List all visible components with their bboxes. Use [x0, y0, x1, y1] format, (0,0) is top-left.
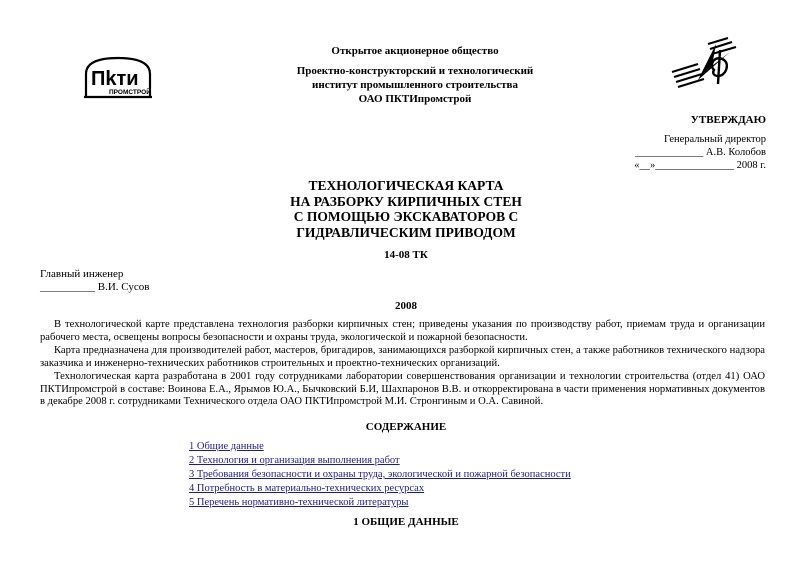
org-name-line2: институт промышленного строительства	[312, 79, 518, 91]
toc-list	[189, 440, 571, 510]
paragraph: Технологическая карта разработана в 2001 году сотрудниками лаборатории совершенствования организации и технологии строительства (отдел 41) ОАО ПКТИпромстрой в составе: Воинова Е.А., Ярымов Ю.А., Бычковский Б.И, Шахпаронов В.В. и откорректирована в части применения нормативных документов в декабре 2008 г. сотрудниками Технического отдела ОАО ПКТИпромстрой М.И. Стронгиным и О.А. Савиной.	[40, 370, 765, 408]
approval-block	[634, 133, 766, 172]
approval-signature: _____________ А.В. Колобов	[635, 147, 766, 158]
document-code: 14-08 ТК	[384, 249, 428, 261]
title-line: НА РАЗБОРКУ КИРПИЧНЫХ СТЕН	[290, 193, 522, 209]
toc-link-general[interactable]: 1 Общие данные	[189, 441, 264, 452]
document-title	[200, 178, 612, 240]
chief-signature: __________ В.И. Сусов	[40, 281, 150, 293]
section-heading: 1 ОБЩИЕ ДАННЫЕ	[353, 516, 459, 528]
org-type: Открытое акционерное общество	[331, 45, 499, 57]
chief-engineer-block	[40, 268, 149, 294]
toc-link-safety[interactable]: 3 Требования безопасности и охраны труда, экологической и пожарной безопасности	[189, 469, 571, 480]
toc-link-literature[interactable]: 5 Перечень нормативно-технической литературы	[189, 497, 409, 508]
pkti-logo	[80, 54, 156, 100]
org-short-name: ОАО ПКТИпромстрой	[358, 93, 472, 105]
emblem-logo	[668, 36, 746, 94]
chief-position: Главный инженер	[40, 268, 124, 280]
toc-link-resources[interactable]: 4 Потребность в материально-технических ресурсах	[189, 483, 425, 494]
paragraph: В технологической карте представлена технология разборки кирпичных стен; приведены указания по производству работ, приемам труда и организации рабочего места, освещены вопросы безопасности и охраны труда, экологической и пожарной безопасности.	[40, 319, 765, 343]
paragraph: Карта предназначена для производителей работ, мастеров, бригадиров, занимающихся разборкой кирпичных стен, а также работников технического надзора заказчика и инженерно-технических работников строительных и проектно-технических организаций.	[40, 344, 765, 369]
title-line: ГИДРАВЛИЧЕСКИМ ПРИВОДОМ	[296, 224, 516, 240]
document-year: 2008	[395, 300, 417, 312]
toc-title: СОДЕРЖАНИЕ	[365, 421, 447, 433]
logo-text-main: Пkти	[91, 68, 139, 90]
approval-title: УТВЕРЖДАЮ	[690, 114, 766, 126]
title-line: С ПОМОЩЬЮ ЭКСКАВАТОРОВ С	[293, 209, 519, 224]
title-line: ТЕХНОЛОГИЧЕСКАЯ КАРТА	[308, 178, 504, 193]
logo-text-sub: ПРОМСТРОЙ	[109, 89, 151, 96]
org-name-line1: Проектно-конструкторский и технологический	[296, 65, 534, 77]
approval-position: Генеральный директор	[664, 134, 766, 145]
approval-date: «__»_______________ 2008 г.	[634, 160, 766, 171]
organization-header	[240, 44, 590, 106]
toc-link-technology[interactable]: 2 Технология и организация выполнения работ	[189, 455, 400, 466]
intro-text	[40, 319, 765, 409]
